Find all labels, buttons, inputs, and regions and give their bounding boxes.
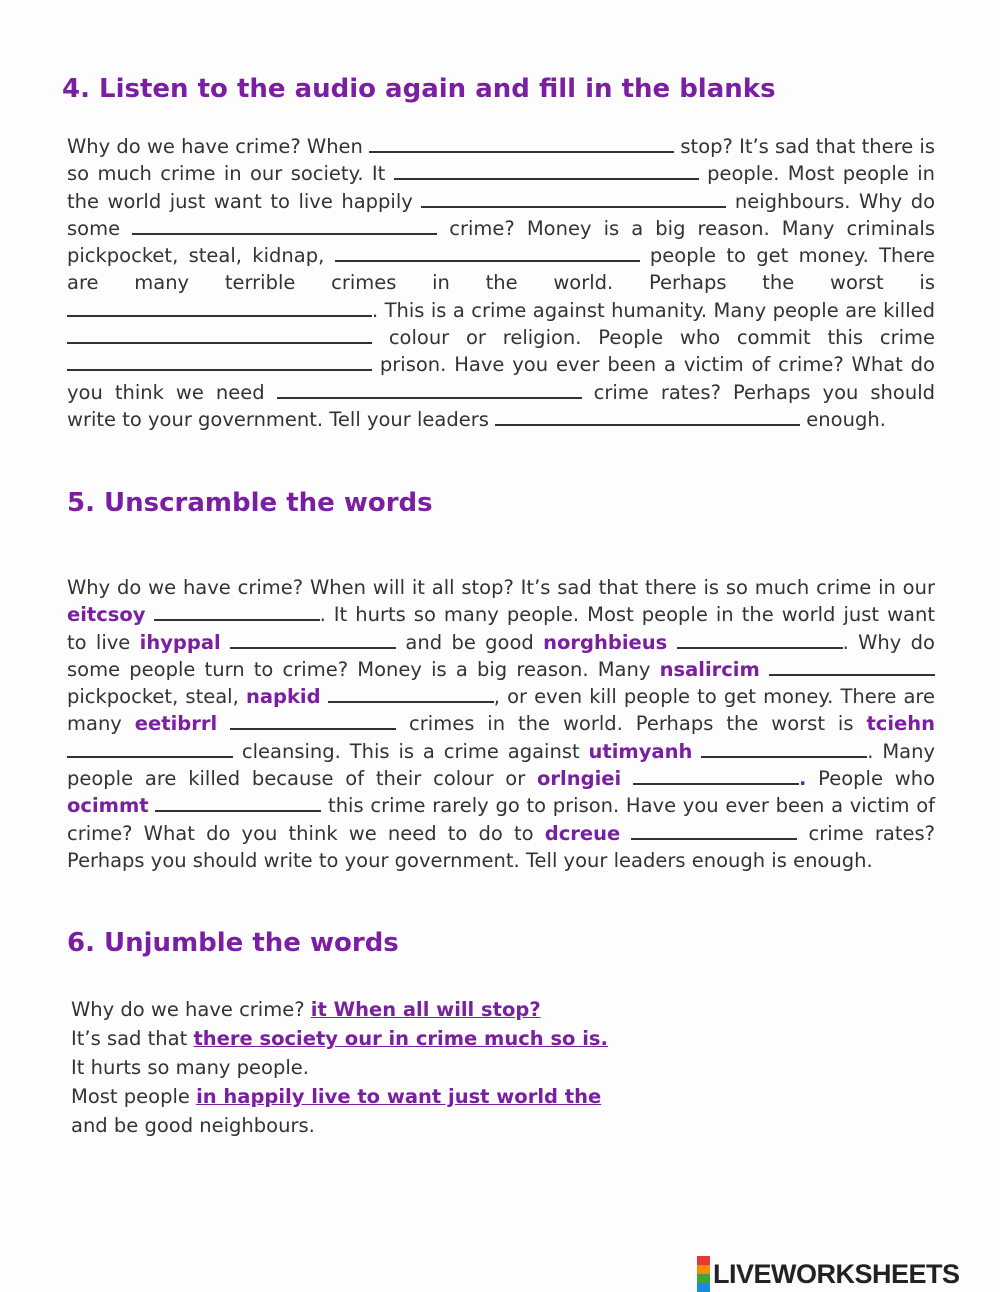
section-6-title: 6. Unjumble the words [67, 928, 399, 958]
section-4-paragraph [67, 133, 935, 433]
blank-field[interactable] [154, 605, 320, 621]
blank-field[interactable] [633, 769, 799, 785]
scrambled-word: eetibrrl [134, 712, 218, 736]
text-segment: this crime rarely go to prison. Have you ever been a victim of crime? What do you think we need to do to [67, 794, 935, 845]
blank-field[interactable] [394, 164, 699, 180]
period-mark: . [798, 767, 807, 791]
text-segment: Why do we have crime? When [67, 135, 370, 158]
jumbled-words[interactable]: there society our in crime much so is. [193, 1027, 608, 1050]
section-5-paragraph [67, 574, 935, 874]
blank-field[interactable] [421, 192, 726, 208]
text-segment: pickpocket, steal, [67, 685, 246, 709]
logo-block [697, 1256, 710, 1265]
scrambled-word: tciehn [866, 712, 936, 736]
blank-field[interactable] [67, 301, 372, 317]
section-4-title: 4. Listen to the audio again and fill in the blanks [62, 74, 776, 104]
jumbled-words[interactable]: in happily live to want just world the [196, 1085, 602, 1108]
section-5-title: 5. Unscramble the words [67, 488, 433, 518]
scrambled-word: eitcsoy [67, 603, 146, 627]
blank-field[interactable] [328, 687, 494, 703]
text-segment: enough. [800, 407, 886, 431]
jumbled-words[interactable]: it When all will stop? [310, 998, 541, 1021]
line-text: Most people [71, 1085, 197, 1108]
blank-field[interactable] [769, 660, 935, 676]
logo-block [697, 1274, 710, 1283]
scrambled-word: utimyanh [588, 739, 693, 763]
blank-field[interactable] [230, 714, 396, 730]
blank-field[interactable] [230, 633, 396, 649]
line-text: and be good neighbours. [71, 1114, 315, 1137]
blank-field[interactable] [67, 355, 372, 371]
text-segment: People who [806, 767, 935, 791]
blank-field[interactable] [277, 383, 582, 399]
unjumble-line [71, 1082, 931, 1111]
text-segment: crime rates? Perhaps you should write to your government. Tell your leaders [67, 380, 935, 431]
text-segment: . This is a crime against humanity. Many people are killed [372, 298, 935, 322]
blank-field[interactable] [67, 742, 233, 758]
text-segment: neighbours. Why do some [67, 189, 935, 240]
blank-field[interactable] [701, 742, 867, 758]
blank-field[interactable] [677, 633, 843, 649]
blank-field[interactable] [132, 219, 437, 235]
unjumble-line [71, 1053, 931, 1082]
blank-field[interactable] [495, 410, 800, 426]
scrambled-word: ocimmt [67, 794, 149, 818]
text-segment: , or even kill people to get money. There are many [67, 685, 935, 736]
text-segment: and be good [396, 630, 544, 654]
text-segment: colour or religion. People who commit this crime [372, 326, 935, 350]
blank-field[interactable] [155, 796, 321, 812]
scrambled-word: napkid [245, 685, 321, 709]
scrambled-word: dcreue [544, 821, 621, 845]
text-segment: people to get money. There are many terrible crimes in the world. Perhaps the worst is [67, 244, 935, 295]
blank-field[interactable] [335, 246, 640, 262]
liveworksheets-logo [697, 1256, 960, 1292]
logo-blocks-icon [697, 1256, 710, 1292]
blank-field[interactable] [369, 137, 674, 153]
line-text: It’s sad that [71, 1027, 194, 1050]
logo-block [697, 1265, 710, 1274]
logo-text: LIVEWORKSHEETS [713, 1258, 960, 1289]
unjumble-line [71, 1111, 931, 1140]
blank-field[interactable] [631, 824, 797, 840]
text-segment: stop? It’s sad that there is so much crime in our society. It [67, 135, 935, 186]
scrambled-word: norghbieus [543, 630, 668, 654]
blank-field[interactable] [67, 328, 372, 344]
unjumble-line [71, 1024, 931, 1053]
text-segment: cleansing. This is a crime against [233, 739, 589, 763]
scrambled-word: orlngiei [537, 767, 622, 791]
line-text: Why do we have crime? [71, 998, 311, 1021]
scrambled-word: ihyppal [139, 630, 221, 654]
text-segment: people. Most people in the world just want to live happily [67, 162, 936, 213]
text-segment: crimes in the world. Perhaps the worst is [396, 712, 867, 736]
text-segment: . Many people are killed because of their colour or [67, 739, 936, 791]
line-text: It hurts so many people. [71, 1056, 309, 1079]
unjumble-list [71, 995, 931, 1140]
unjumble-line [71, 995, 931, 1024]
scrambled-word: nsalircim [659, 657, 760, 681]
text-segment: prison. Have you ever been a victim of crime? What do you think we need [67, 353, 935, 404]
text-segment: . Why do some people turn to crime? Money is a big reason. Many [67, 630, 935, 681]
text-segment: crime? Money is a big reason. Many criminals pickpocket, steal, kidnap, [67, 216, 936, 268]
text-segment: . It hurts so many people. Most people in the world just want to live [67, 603, 935, 654]
text-segment: crime rates? Perhaps you should write to your government. Tell your leaders enough is enough. [67, 821, 935, 872]
text-segment: Why do we have crime? When will it all stop? It’s sad that there is so much crime in our [67, 576, 935, 599]
